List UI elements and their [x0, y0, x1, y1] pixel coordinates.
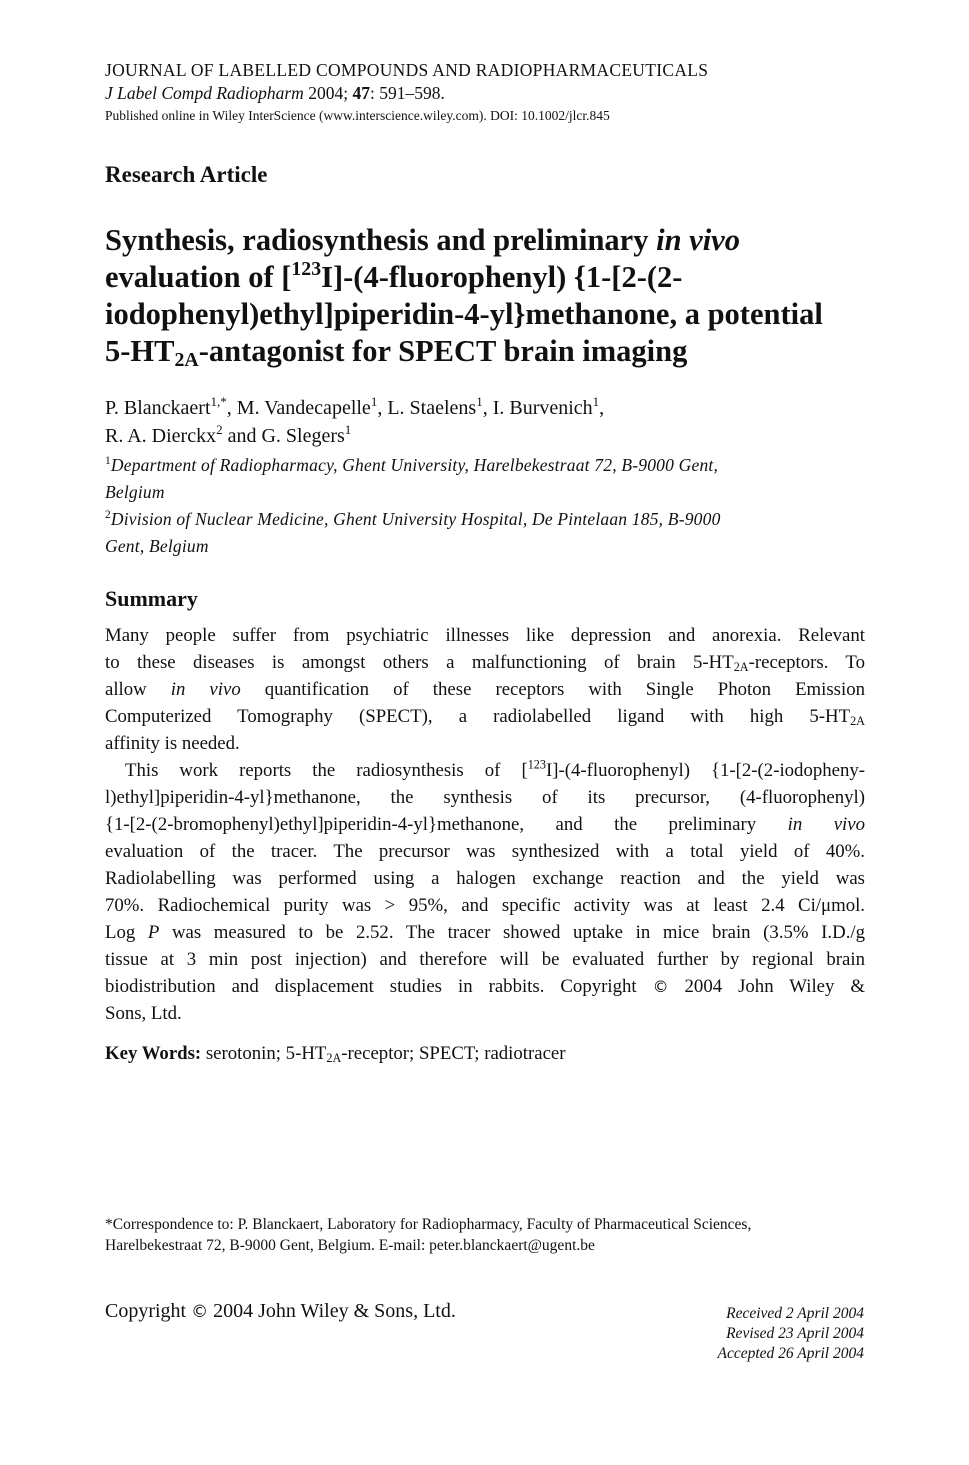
abstract-line [105, 676, 865, 703]
abstract-line: evaluation of the tracer. The precursor was synthesized with a total yield of 40%. [105, 841, 865, 862]
affiliation-number: 2 [105, 509, 111, 522]
abstract-paragraph-2 [105, 757, 865, 1027]
affiliation-1 [105, 452, 865, 506]
abstract-text: biodistribution and displacement studies in rabbits. Copyright [105, 976, 653, 997]
abstract-text: This work reports the radiosynthesis of [ [125, 760, 528, 781]
author-name: , I. Burvenich [482, 397, 593, 419]
abstract-text: -receptors. To [748, 652, 865, 673]
author-affiliation-mark: 1 [370, 394, 378, 410]
affiliation-2 [105, 506, 865, 560]
affiliation-line: Belgium [105, 482, 165, 502]
copyright-text: 2004 John Wiley & Sons, Ltd. [208, 1300, 456, 1322]
article-title [105, 222, 875, 370]
abstract-paragraph-1 [105, 622, 865, 757]
copyright-icon: © [652, 977, 669, 996]
citation-pages: : 591–598. [369, 83, 445, 103]
affiliation-line [105, 452, 865, 479]
author-affiliation-mark: 1,* [210, 394, 227, 410]
author-line-2 [105, 422, 604, 450]
author-name: , M. Vandecapelle [226, 397, 371, 419]
abstract-text: I]-(4-fluorophenyl) {1-[2-(2-iodopheny- [546, 760, 865, 781]
affiliation-number: 1 [105, 455, 111, 468]
title-text: -antagonist for SPECT brain imaging [198, 334, 688, 368]
author-affiliation-mark: 1 [592, 394, 600, 410]
abstract-line: Radiolabelling was performed using a halogen exchange reaction and the yield was [105, 868, 865, 889]
abstract-text: allow [105, 679, 171, 700]
abstract-line: affinity is needed. [105, 733, 240, 754]
title-line-4 [105, 333, 875, 370]
abstract-italic: P [147, 922, 160, 943]
title-text: Synthesis, radiosynthesis and preliminary [105, 223, 657, 257]
title-subscript: 2A [174, 348, 199, 371]
summary-heading: Summary [105, 586, 198, 611]
abstract-line [105, 811, 865, 838]
keywords-subscript: 2A [326, 1051, 342, 1066]
abstract-text: {1-[2-(2-bromophenyl)ethyl]piperidin-4-yl}methanone, and the preliminary [105, 814, 788, 835]
keywords-label: Key Words: [105, 1043, 202, 1064]
correspondence-note [105, 1214, 865, 1256]
correspondence-line: Harelbekestraat 72, B-9000 Gent, Belgium. E-mail: peter.blanckaert@ugent.be [105, 1237, 595, 1254]
abstract-line [105, 649, 865, 676]
received-date: Received 2 April 2004 [726, 1305, 864, 1322]
abstract-superscript: 123 [527, 757, 547, 772]
abstract-subscript: 2A [733, 660, 749, 675]
title-line-1 [105, 222, 875, 259]
affiliation-line [105, 506, 865, 533]
keywords-text: -receptor; SPECT; radiotracer [341, 1043, 566, 1064]
citation-year: 2004; [308, 83, 349, 103]
affiliation-text: Department of Radiopharmacy, Ghent University, Harelbekestraat 72, B-9000 Gent, [110, 455, 719, 475]
revised-date: Revised 23 April 2004 [726, 1325, 864, 1342]
title-superscript: 123 [291, 258, 322, 281]
copyright-notice [105, 1300, 456, 1323]
abstract-text: was measured to be 2.52. The tracer showed uptake in mice brain (3.5% I.D./g [159, 922, 865, 943]
article-type: Research Article [105, 162, 268, 187]
title-italic: in vivo [656, 223, 740, 257]
author-line-1 [105, 394, 604, 422]
abstract-line [105, 919, 865, 946]
title-text: 5-HT [105, 334, 175, 368]
article-dates [600, 1304, 864, 1364]
abstract-text: Computerized Tomography (SPECT), a radiolabelled ligand with high 5-HT [105, 706, 851, 727]
keywords [105, 1043, 566, 1065]
abstract-line: l)ethyl]piperidin-4-yl}methanone, the synthesis of its precursor, (4-fluorophenyl) [105, 787, 865, 808]
abstract-line [105, 757, 865, 784]
author-name: P. Blanckaert [105, 397, 211, 419]
affiliation-line: Gent, Belgium [105, 536, 209, 556]
author-name: R. A. Dierckx [105, 425, 217, 447]
abstract-italic: in vivo [787, 814, 865, 835]
journal-name: JOURNAL OF LABELLED COMPOUNDS AND RADIOPHARMACEUTICALS [105, 60, 709, 80]
author-list [105, 394, 604, 450]
author-affiliation-mark: 1 [476, 394, 483, 410]
abstract-line: Many people suffer from psychiatric illnesses like depression and anorexia. Relevant [105, 625, 865, 646]
abstract [105, 622, 865, 1027]
abstract-line: Sons, Ltd. [105, 1003, 182, 1024]
author-name: and G. Slegers [222, 425, 345, 447]
title-text: I]-(4-fluorophenyl) {1-[2-(2- [321, 260, 683, 294]
abstract-text: quantification of these receptors with Single Photon Emission [240, 679, 865, 700]
title-line-3: iodophenyl)ethyl]piperidin-4-yl}methanone, a potential [105, 297, 823, 331]
keywords-text: serotonin; 5-HT [201, 1043, 327, 1064]
title-text: evaluation of [ [105, 260, 292, 294]
citation-journal: J Label Compd Radiopharm [105, 83, 304, 103]
abstract-text: Log [105, 922, 148, 943]
abstract-text: to these diseases is amongst others a malfunctioning of brain 5-HT [105, 652, 734, 673]
abstract-italic: in vivo [170, 679, 241, 700]
journal-citation [105, 83, 445, 104]
author-name: , L. Staelens [377, 397, 477, 419]
affiliation-text: Division of Nuclear Medicine, Ghent University Hospital, De Pintelaan 185, B-9000 [110, 509, 721, 529]
accepted-date: Accepted 26 April 2004 [717, 1345, 864, 1362]
author-affiliation-mark: 1 [344, 422, 352, 438]
copyright-text: Copyright [105, 1300, 192, 1322]
copyright-icon: © [191, 1302, 209, 1322]
citation-volume: 47 [352, 83, 370, 103]
abstract-subscript: 2A [850, 714, 865, 729]
author-affiliation-mark: 2 [216, 422, 223, 438]
publication-info: Published online in Wiley InterScience (www.interscience.wiley.com). DOI: 10.1002/jlcr.845 [105, 108, 610, 123]
abstract-text: 2004 John Wiley & [668, 976, 865, 997]
author-separator: , [599, 397, 605, 419]
abstract-line [105, 703, 865, 730]
abstract-line: 70%. Radiochemical purity was > 95%, and specific activity was at least 2.4 Ci/μmol. [105, 895, 865, 916]
title-line-2 [105, 259, 875, 296]
correspondence-line: *Correspondence to: P. Blanckaert, Laboratory for Radiopharmacy, Faculty of Pharmaceutical Sciences, [105, 1216, 752, 1233]
abstract-line: tissue at 3 min post injection) and therefore will be evaluated further by regional brain [105, 949, 865, 970]
abstract-line [105, 973, 865, 1000]
